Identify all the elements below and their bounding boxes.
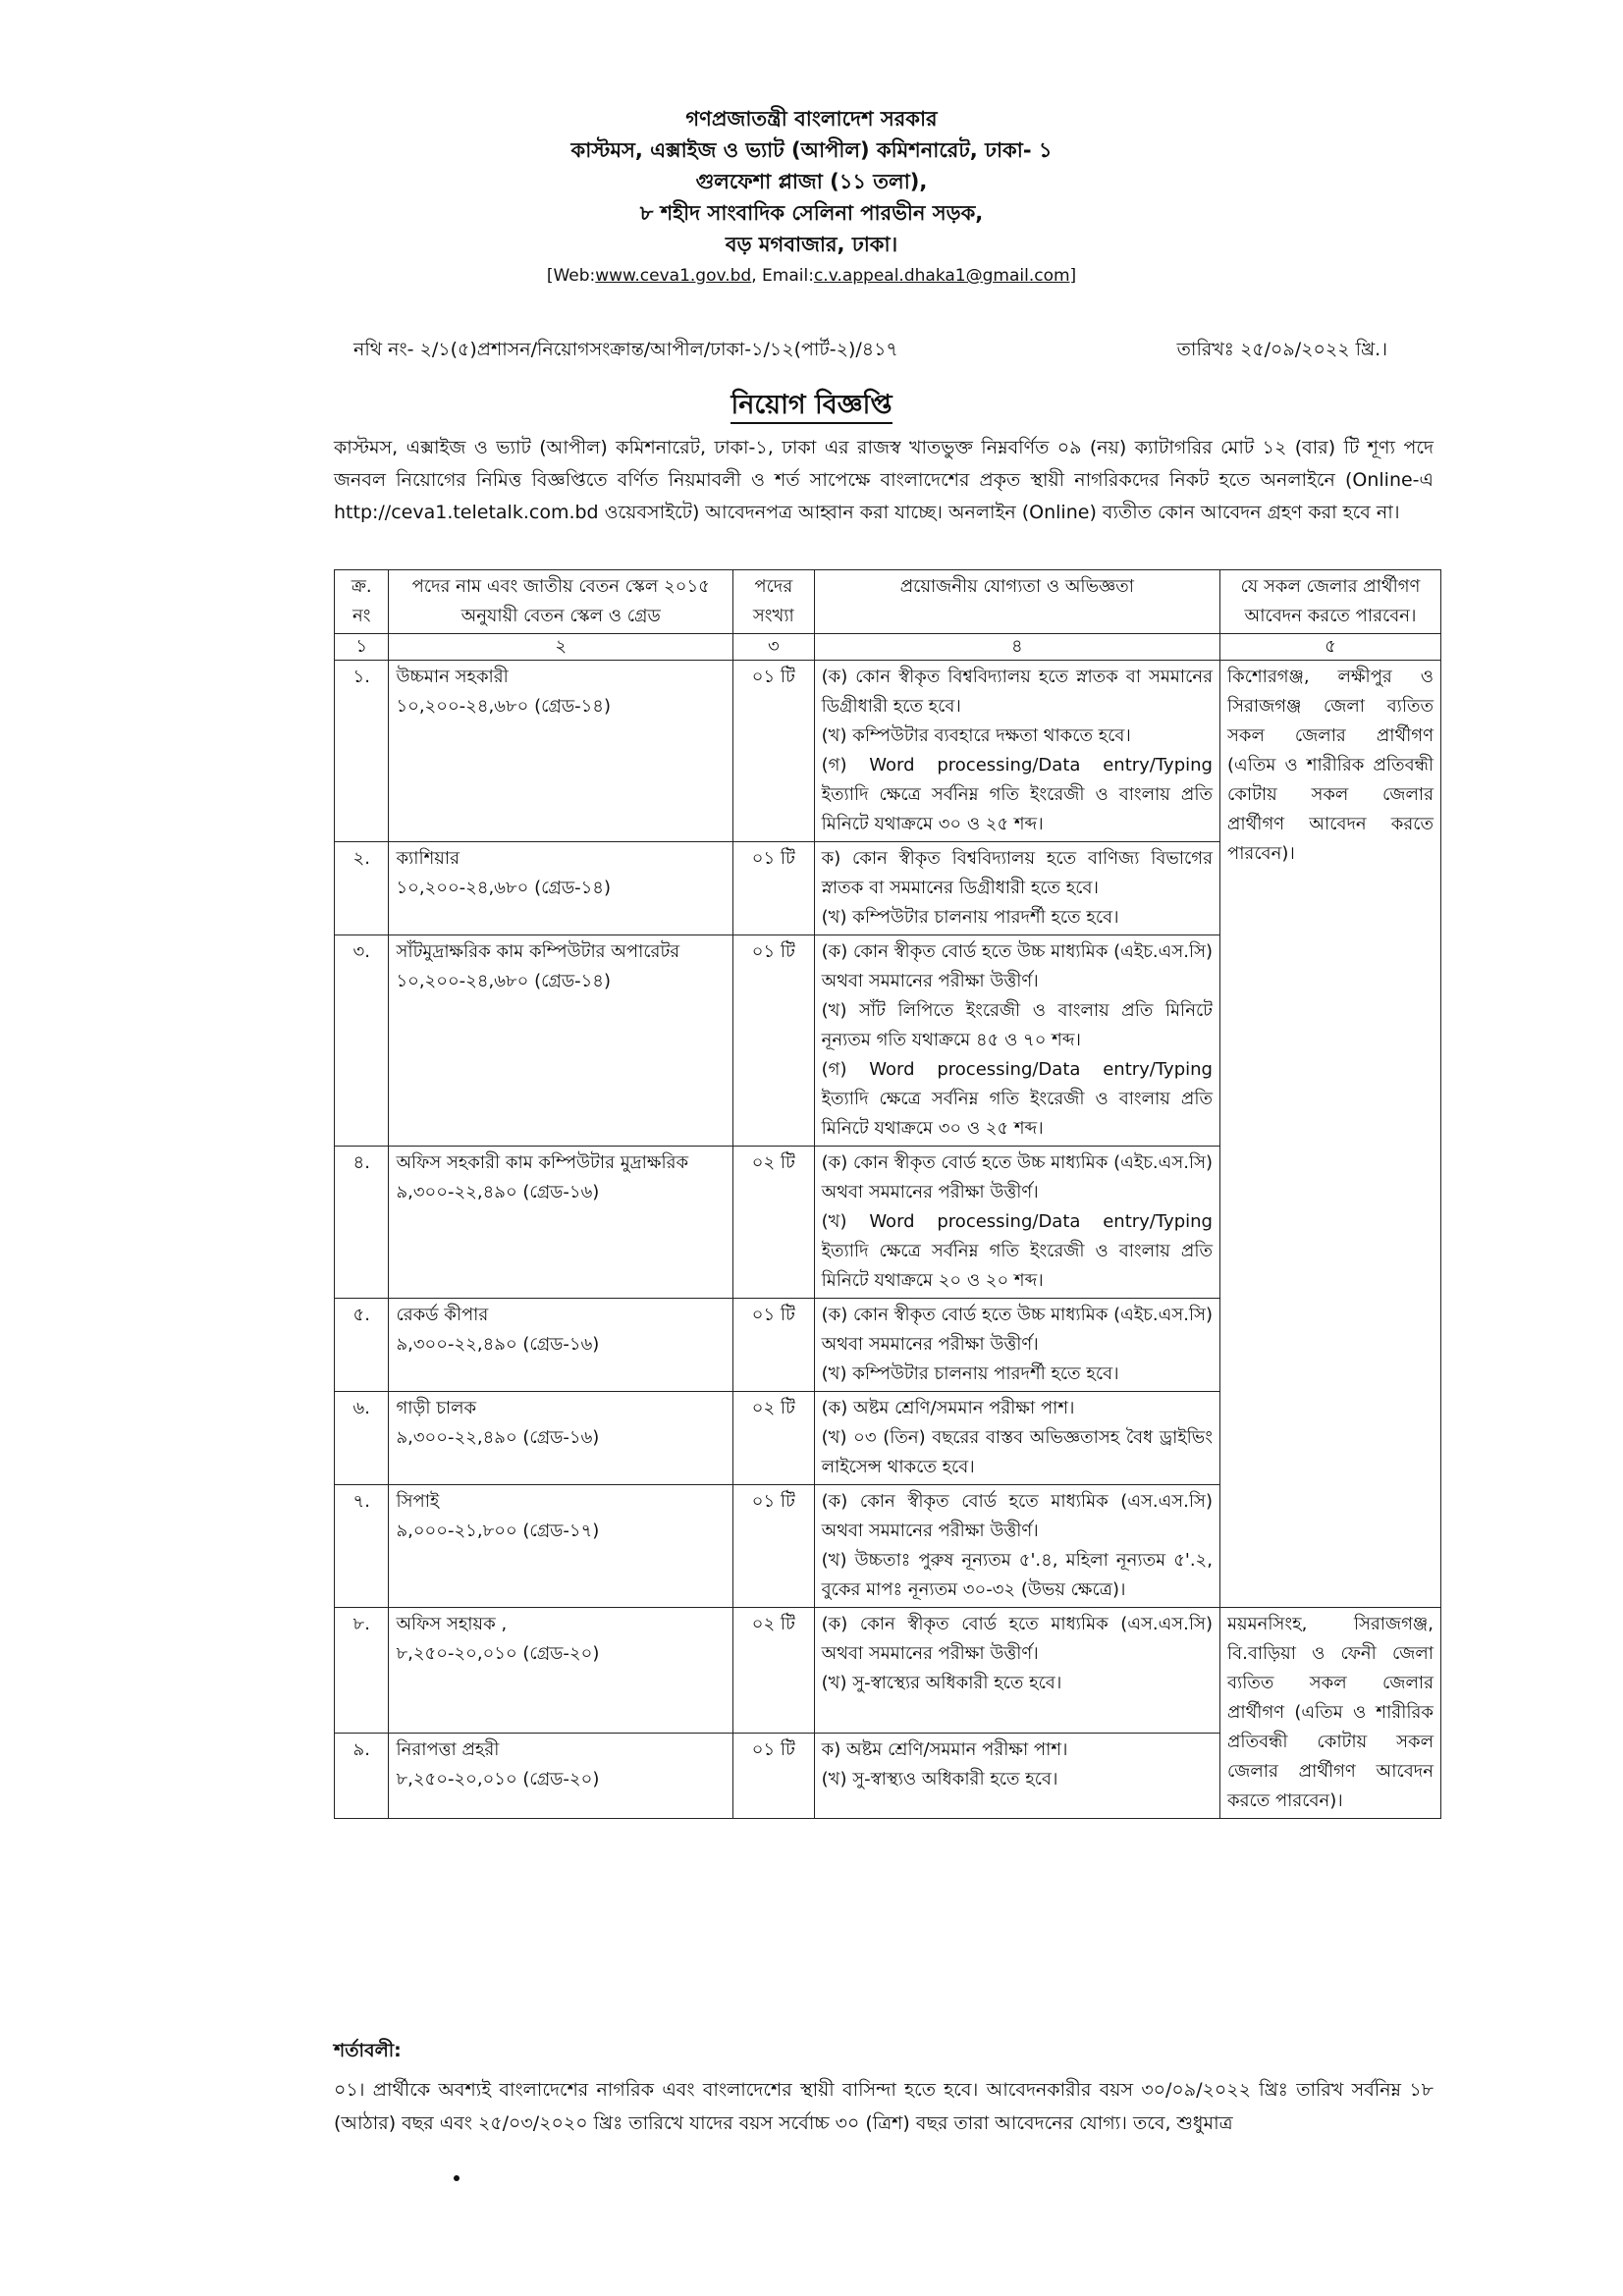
column-number: ১ [335,634,389,661]
qualification-cell [814,1608,1219,1734]
post-name: উচ্চমান সহকারী [396,667,509,687]
post-count: ০২ টি [733,1608,815,1734]
qualification-item: (খ) উচ্চতাঃ পুরুষ নূন্যতম ৫'.৪, মহিলা নূন্যতম ৫'.২, বুকের মাপঃ নূন্যতম ৩০-৩২ (উভয় ক্ষেত্রে)। [821,1550,1213,1600]
terms-item-1: ০১। প্রার্থীকে অবশ্যই বাংলাদেশের নাগরিক এবং বাংলাদেশের স্থায়ী বাসিন্দা হতে হবে। আবেদনকারীর বয়স ৩০/০৯/২০২২ খ্রিঃ তারিখ সর্বনিম্ন ১৮ (আঠার) বছর এবং ২৫/০৩/২০২০ খ্রিঃ তারিখে যাদের বয়স সর্বোচ্চ ৩০ (ত্রিশ) বছর তারা আবেদনের যোগ্য। তবে, শুধুমাত্র [334,2079,1434,2134]
table-row [335,661,1441,842]
terms-section [334,2034,1434,2140]
table-row [335,1608,1441,1734]
post-cell [389,1485,733,1608]
post-name: রেকর্ড কীপার [396,1305,489,1325]
post-name: গাড়ী চালক [396,1398,477,1418]
qualification-item: (ক) কোন স্বীকৃত বিশ্ববিদ্যালয় হতে স্নাতক বা সমমানের ডিগ্রীধারী হতে হবে। [821,667,1213,717]
post-cell [389,661,733,842]
post-name: সাঁটমুদ্রাক্ষরিক কাম কম্পিউটার অপারেটর [396,941,680,962]
post-cell [389,1392,733,1485]
post-cell [389,1147,733,1299]
notice-date: তারিখঃ ২৫/০৯/২০২২ খ্রি.। [1176,339,1387,360]
post-cell [389,1608,733,1734]
qualification-cell [814,1485,1219,1608]
post-cell [389,935,733,1147]
serial-number: ৭. [335,1485,389,1608]
qualification-item: (খ) Word processing/Data entry/Typing ইত্যাদি ক্ষেত্রে সর্বনিম্ন গতি ইংরেজী ও বাংলায় প্রতি মিনিটে যথাক্রমে ২০ ও ২০ শব্দ। [821,1211,1213,1291]
memo-number: নথি নং- ২/১(৫)প্রশাসন/নিয়োগসংক্রান্ত/আপীল/ঢাকা-১/১২(পার্ট-২)/৪১৭ [353,339,898,360]
post-cell [389,842,733,935]
qualification-item: (ক) অষ্টম শ্রেণি/সমমান পরীক্ষা পাশ। [821,1398,1075,1418]
serial-number: ৫. [335,1299,389,1392]
qualification-cell [814,1733,1219,1818]
pay-scale: ৯,০০০-২১,৮০০ (গ্রেড-১৭) [396,1521,600,1541]
post-name: সিপাই [396,1491,440,1512]
post-name: নিরাপত্তা প্রহরী [396,1738,500,1760]
pay-scale: ১০,২০০-২৪,৬৮০ (গ্রেড-১৪) [396,696,612,717]
notice-title: নিয়োগ বিজ্ঞপ্তি [0,385,1623,429]
eligible-districts-group-1: কিশোরগঞ্জ, লক্ষীপুর ও সিরাজগঞ্জ জেলা ব্যতিত সকল জেলার প্রার্থীগণ (এতিম ও শারীরিক প্রতিবন্ধী কোটায় সকল জেলার প্রার্থীগণ আবেদন করতে পারবেন)। [1219,661,1440,1608]
qualification-cell [814,1299,1219,1392]
post-count: ০১ টি [733,1299,815,1392]
qualification-item: (গ) Word processing/Data entry/Typing ইত্যাদি ক্ষেত্রে সর্বনিম্ন গতি ইংরেজী ও বাংলায় প্রতি মিনিটে যথাক্রমে ৩০ ও ২৫ শব্দ। [821,755,1213,834]
qualification-item: (ক) কোন স্বীকৃত বোর্ড হতে উচ্চ মাধ্যমিক (এইচ.এস.সি) অথবা সমমানের পরীক্ষা উত্তীর্ণ। [821,1305,1213,1355]
column-number: ৪ [814,634,1219,661]
qualification-item: (খ) কম্পিউটার চালনায় পারদর্শী হতে হবে। [821,907,1119,928]
pay-scale: ৮,২৫০-২০,০১০ (গ্রেড-২০) [396,1768,600,1789]
stray-mark [454,2175,460,2181]
website-link[interactable]: www.ceva1.gov.bd [595,266,752,286]
header-serial: ক্র. নং [335,570,389,634]
qualification-item: (ক) কোন স্বীকৃত বোর্ড হতে মাধ্যমিক (এস.এস.সি) অথবা সমমানের পরীক্ষা উত্তীর্ণ। [821,1491,1213,1541]
qualification-item: (খ) সু-স্বাস্থ্যও অধিকারী হতে হবে। [821,1768,1058,1789]
serial-number: ৮. [335,1608,389,1734]
qualification-item: (খ) কম্পিউটার ব্যবহারে দক্ষতা থাকতে হবে। [821,725,1131,746]
qualification-item: (খ) ০৩ (তিন) বছরের বাস্তব অভিজ্ঞতাসহ বৈধ ড্রাইভিং লাইসেন্স থাকতে হবে। [821,1427,1213,1477]
qualification-cell [814,1392,1219,1485]
email-link[interactable]: c.v.appeal.dhaka1@gmail.com [813,266,1070,286]
column-number-row [335,634,1441,661]
serial-number: ৪. [335,1147,389,1299]
qualification-item: (গ) Word processing/Data entry/Typing ইত্যাদি ক্ষেত্রে সর্বনিম্ন গতি ইংরেজী ও বাংলায় প্রতি মিনিটে যথাক্রমে ৩০ ও ২৫ শব্দ। [821,1059,1213,1139]
qualification-item: (ক) কোন স্বীকৃত বোর্ড হতে মাধ্যমিক (এস.এস.সি) অথবা সমমানের পরীক্ষা উত্তীর্ণ। [821,1614,1213,1664]
post-count: ০১ টি [733,661,815,842]
qualification-item: (খ) সাঁট লিপিতে ইংরেজী ও বাংলায় প্রতি মিনিটে নূন্যতম গতি যথাক্রমে ৪৫ ও ৭০ শব্দ। [821,1000,1213,1050]
qualification-item: (খ) কম্পিউটার চালনায় পারদর্শী হতে হবে। [821,1363,1119,1384]
pay-scale: ৯,৩০০-২২,৪৯০ (গ্রেড-১৬) [396,1334,600,1355]
qualification-item: ক) কোন স্বীকৃত বিশ্ববিদ্যালয় হতে বাণিজ্য বিভাগের স্নাতক বা সমমানের ডিগ্রীধারী হতে হবে। [821,848,1213,898]
pay-scale: ৯,৩০০-২২,৪৯০ (গ্রেড-১৬) [396,1182,600,1202]
header-count: পদের সংখ্যা [733,570,815,634]
post-name: অফিস সহকারী কাম কম্পিউটার মুদ্রাক্ষরিক [396,1152,689,1173]
header-qualification: প্রয়োজনীয় যোগ্যতা ও অভিজ্ঞতা [814,570,1219,634]
address-road: ৮ শহীদ সাংবাদিক সেলিনা পারভীন সড়ক, [639,201,984,225]
office-name: কাস্টমস, এক্সাইজ ও ভ্যাট (আপীল) কমিশনারেট, ঢাকা- ১ [570,138,1053,162]
qualification-item: ক) অষ্টম শ্রেণি/সমমান পরীক্ষা পাশ। [821,1738,1068,1760]
pay-scale: ১০,২০০-২৪,৬৮০ (গ্রেড-১৪) [396,971,612,991]
post-cell [389,1299,733,1392]
govt-name: গণপ্রজাতন্ত্রী বাংলাদেশ সরকার [685,107,938,131]
intro-paragraph: কাস্টমস, এক্সাইজ ও ভ্যাট (আপীল) কমিশনারেট, ঢাকা-১, ঢাকা এর রাজস্ব খাতভুক্ত নিম্নবর্ণিত ০৯ (নয়) ক্যাটাগরির মোট ১২ (বার) টি শূণ্য পদে জনবল নিয়োগের নিমিত্ত বিজ্ঞপ্তিতে বর্ণিত নিয়মাবলী ও শর্ত সাপেক্ষে বাংলাদেশের প্রকৃত স্থায়ী নাগরিকদের নিকট হতে অনলাইনে (Online-এ http://ceva1.teletalk.com.bd ওয়েবসাইটে) আবেদনপত্র আহ্বান করা যাচ্ছে। অনলাইন (Online) ব্যতীত কোন আবেদন গ্রহণ করা হবে না। [334,437,1434,523]
serial-number: ৯. [335,1733,389,1818]
qualification-item: (ক) কোন স্বীকৃত বোর্ড হতে উচ্চ মাধ্যমিক (এইচ.এস.সি) অথবা সমমানের পরীক্ষা উত্তীর্ণ। [821,941,1213,991]
eligible-districts-group-2: ময়মনসিংহ, সিরাজগঞ্জ, বি.বাড়িয়া ও ফেনী জেলা ব্যতিত সকল জেলার প্রার্থীগণ (এতিম ও শারীরিক প্রতিবন্ধী কোটায় সকল জেলার প্রার্থীগণ আবেদন করতে পারবেন)। [1219,1608,1440,1819]
qualification-cell [814,1147,1219,1299]
header-post: পদের নাম এবং জাতীয় বেতন স্কেল ২০১৫ অনুযায়ী বেতন স্কেল ও গ্রেড [389,570,733,634]
address-area: বড় মগবাজার, ঢাকা। [725,233,898,256]
header-districts: যে সকল জেলার প্রার্থীগণ আবেদন করতে পারবেন। [1219,570,1440,634]
post-count: ০১ টি [733,1733,815,1818]
post-count: ০২ টি [733,1392,815,1485]
serial-number: ১. [335,661,389,842]
terms-title: শর্তাবলী: [334,2040,402,2061]
serial-number: ২. [335,842,389,935]
post-count: ০২ টি [733,1147,815,1299]
qualification-item: (ক) কোন স্বীকৃত বোর্ড হতে উচ্চ মাধ্যমিক (এইচ.এস.সি) অথবা সমমানের পরীক্ষা উত্তীর্ণ। [821,1152,1213,1202]
pay-scale: ৮,২৫০-২০,০১০ (গ্রেড-২০) [396,1643,600,1664]
address-building: গুলফেশা প্লাজা (১১ তলা), [695,170,928,193]
post-name: অফিস সহায়ক , [396,1614,508,1634]
qualification-cell [814,842,1219,935]
post-count: ০১ টি [733,842,815,935]
serial-number: ৬. [335,1392,389,1485]
column-number: ৩ [733,634,815,661]
office-header [0,103,1623,290]
table-header-row [335,570,1441,634]
serial-number: ৩. [335,935,389,1147]
qualification-cell [814,661,1219,842]
post-count: ০১ টি [733,935,815,1147]
qualification-cell [814,935,1219,1147]
post-cell [389,1733,733,1818]
post-name: ক্যাশিয়ার [396,848,460,869]
vacancy-table [334,569,1441,1819]
qualification-item: (খ) সু-স্বাস্থ্যের অধিকারী হতে হবে। [821,1673,1062,1693]
column-number: ৫ [1219,634,1440,661]
column-number: ২ [389,634,733,661]
pay-scale: ১০,২০০-২৪,৬৮০ (গ্রেড-১৪) [396,878,612,898]
pay-scale: ৯,৩০০-২২,৪৯০ (গ্রেড-১৬) [396,1427,600,1448]
contact-line: [Web:www.ceva1.gov.bd, Email:c.v.appeal.dhaka1@gmail.com] [546,266,1077,286]
table-body [335,661,1441,1819]
post-count: ০১ টি [733,1485,815,1608]
